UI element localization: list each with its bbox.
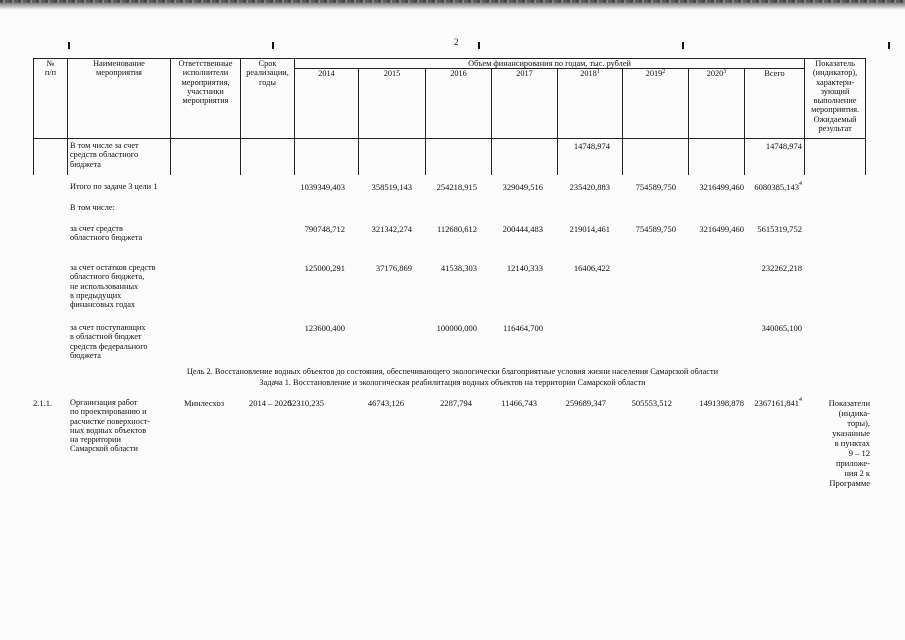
- table-column-line: [622, 138, 623, 175]
- item-term: 2014 – 2020: [249, 398, 292, 408]
- row-value: 329049,516: [502, 182, 543, 192]
- row-value: 14748,974: [573, 141, 610, 151]
- header-no: № п/п: [34, 59, 68, 139]
- header-year-2: 2016: [426, 69, 492, 139]
- header-year-6: 2020$^3$: [689, 69, 745, 139]
- scan-tick-mark: [478, 42, 480, 49]
- row-label: за счет средств областного бюджета: [70, 224, 143, 243]
- row-value: 3216499,460: [699, 182, 744, 192]
- row-value: 754589,750: [635, 224, 676, 234]
- header-year-0: 2014: [295, 69, 359, 139]
- table-column-line: [358, 138, 359, 175]
- item-number: 2.1.1.: [33, 398, 53, 408]
- row-value: 6080385,143$^4$: [754, 181, 802, 192]
- item-indicator: Показатели (индика- торы), указанные в пунктах 9 – 12 приложе- ния 2 к Программе: [828, 398, 870, 488]
- header-term: Срок реализации, годы: [241, 59, 295, 139]
- row-value: 321342,274: [371, 224, 412, 234]
- header-responsible: Ответственные исполнители мероприятия, участники мероприятия: [171, 59, 241, 139]
- row-value: 100000,000: [436, 323, 477, 333]
- table-header: [33, 58, 865, 139]
- item-value: 505553,512: [631, 398, 672, 408]
- row-value: 235420,883: [569, 182, 610, 192]
- footnote-mark: 2: [662, 69, 666, 76]
- item-name: Организация работ по проектированию и расчистке поверхност- ных водных объектов на территории Самарской области: [70, 398, 151, 454]
- footnote-mark: 1: [596, 69, 600, 76]
- row-value: 123600,400: [304, 323, 345, 333]
- table-column-line: [491, 138, 492, 175]
- item-responsible: Минлесхоз: [184, 398, 225, 408]
- row-value: 5615319,752: [757, 224, 802, 234]
- scan-tick-mark: [682, 42, 684, 49]
- row-value: 340065,100: [761, 323, 802, 333]
- scan-tick-mark: [68, 42, 70, 49]
- row-label: за счет остатков средств областного бюджета, не использованных в предыдущих финансовых годах: [70, 263, 156, 310]
- header-year-4: 2018$^1$: [558, 69, 623, 139]
- row-value: 790748,712: [304, 224, 345, 234]
- row-label: В том числе за счет средств областного бюджета: [70, 141, 139, 169]
- row-value: 125000,291: [304, 263, 345, 273]
- item-value: 11466,743: [501, 398, 537, 408]
- header-year-1: 2015: [359, 69, 426, 139]
- goal-2-heading: Цель 2. Восстановление водных объектов до состояния, обеспечивающего экологически благоприятные условия жизни населения Самарской области: [186, 367, 719, 376]
- page-number: 2: [454, 37, 459, 47]
- row-value: 358519,143: [371, 182, 412, 192]
- table-column-line: [804, 138, 805, 175]
- row-value: 254218,915: [436, 182, 477, 192]
- row-value: 14748,974: [765, 141, 802, 151]
- scan-tick-mark: [888, 42, 890, 49]
- task-1-heading: Задача 1. Восстановление и экологическая реабилитация водных объектов на территории Самарской области: [259, 378, 646, 387]
- header-funding-title: Объем финансирования по годам, тыс. рублей: [295, 59, 805, 69]
- item-value: 2287,794: [440, 398, 472, 408]
- row-value: 754589,750: [635, 182, 676, 192]
- header-indicator: Показатель (индикатор), характери- зующий выполнение мероприятия. Ожидаемый результат: [805, 59, 866, 139]
- row-value: 3216499,460: [699, 224, 744, 234]
- row-value: 116464,700: [502, 323, 543, 333]
- row-value: 112680,612: [436, 224, 477, 234]
- table-column-line: [294, 138, 295, 175]
- row-label: Итого по задаче 3 цели 1: [70, 182, 158, 191]
- row-value: 12140,333: [506, 263, 543, 273]
- footnote-mark: 3: [723, 69, 727, 76]
- table-column-line: [865, 138, 866, 175]
- item-value: 1491398,878: [699, 398, 744, 408]
- item-value: 46743,126: [367, 398, 404, 408]
- item-value: 259689,347: [565, 398, 606, 408]
- item-value: 52310,235: [287, 398, 324, 408]
- item-value: 2367161,841$^4$: [754, 397, 802, 408]
- row-label: В том числе:: [70, 203, 115, 212]
- row-label: за счет поступающих в областной бюджет средств федерального бюджета: [70, 323, 148, 360]
- row-value: 1039349,403: [300, 182, 345, 192]
- table-column-line: [33, 138, 34, 175]
- row-value: 219014,461: [569, 224, 610, 234]
- header-year-3: 2017: [492, 69, 558, 139]
- row-value: 200444,483: [502, 224, 543, 234]
- scan-top-noise: [0, 0, 905, 3]
- table-column-line: [240, 138, 241, 175]
- row-value: 37176,869: [375, 263, 412, 273]
- row-value: 41538,303: [440, 263, 477, 273]
- table-column-line: [688, 138, 689, 175]
- footnote-mark: 4: [799, 181, 802, 187]
- row-value: 232262,218: [761, 263, 802, 273]
- header-year-5: 2019$^2$: [623, 69, 689, 139]
- table-column-line: [67, 138, 68, 175]
- footnote-mark: 4: [799, 397, 802, 403]
- row-value: 16406,422: [573, 263, 610, 273]
- scan-tick-mark: [272, 42, 274, 49]
- header-year-7: Всего: [745, 69, 805, 139]
- header-name: Наименование мероприятия: [68, 59, 171, 139]
- table-column-line: [425, 138, 426, 175]
